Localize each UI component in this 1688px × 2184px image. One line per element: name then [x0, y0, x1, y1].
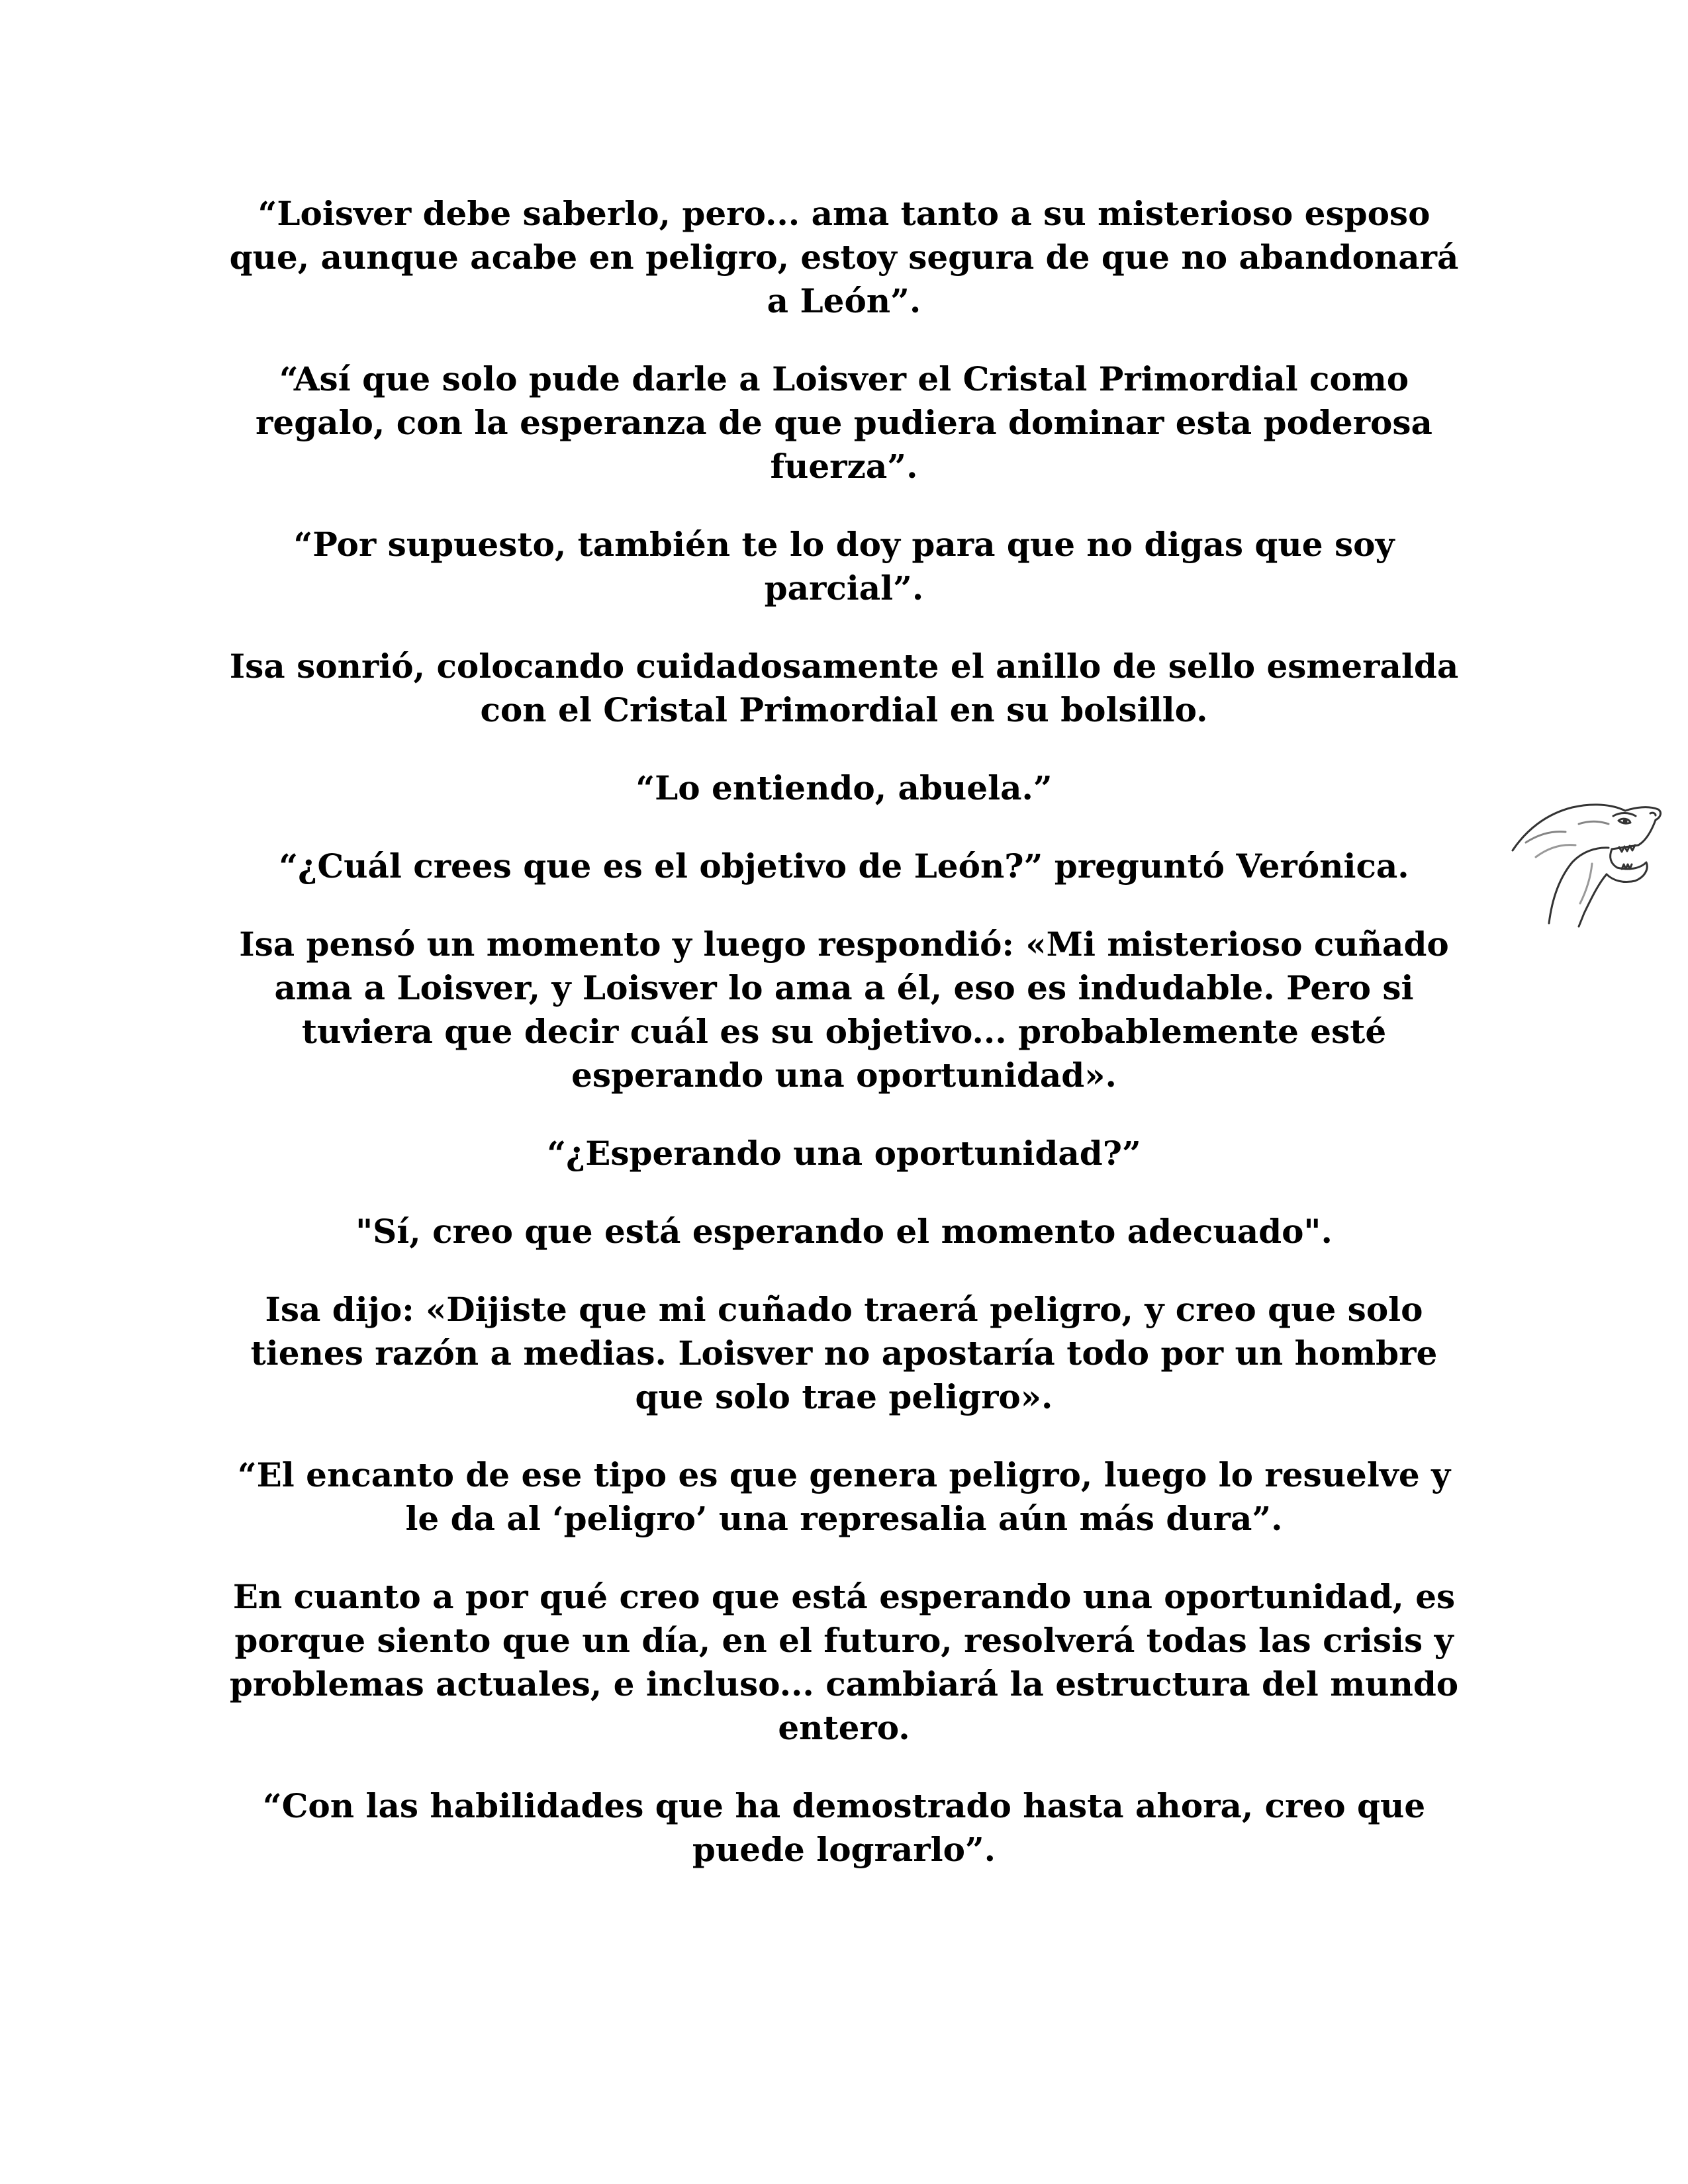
- paragraph: Isa pensó un momento y luego respondió: «Mi misterioso cuñado ama a Loisver, y Loisver lo ama a él, eso es indudable. Pero si tuviera que decir cuál es su objetivo... probablemente esté esperando una oportunidad».: [239, 925, 1449, 1095]
- paragraph: “Lo entiendo, abuela.”: [635, 768, 1053, 807]
- paragraph: “¿Cuál crees que es el objetivo de León?” preguntó Verónica.: [279, 846, 1409, 886]
- paragraph: "Sí, creo que está esperando el momento adecuado".: [355, 1212, 1333, 1251]
- paragraph: Isa dijo: «Dijiste que mi cuñado traerá peligro, y creo que solo tienes razón a medias. Loisver no apostaría todo por un hombre que solo trae peligro».: [250, 1290, 1438, 1416]
- story-text: [218, 192, 1470, 1906]
- paragraph: “Con las habilidades que ha demostrado hasta ahora, creo que puede lograrlo”.: [262, 1786, 1426, 1869]
- paragraph: “Por supuesto, también te lo doy para que no digas que soy parcial”.: [293, 525, 1395, 608]
- dinosaur-sketch-icon: [1499, 784, 1668, 933]
- paragraph: “Loisver debe saberlo, pero... ama tanto a su misterioso esposo que, aunque acabe en peligro, estoy segura de que no abandonará a León”.: [229, 194, 1459, 320]
- paragraph: En cuanto a por qué creo que está esperando una oportunidad, es porque siento que un día, en el futuro, resolverá todas las crisis y problemas actuales, e incluso... cambiará la estructura del mundo entero.: [229, 1577, 1459, 1747]
- paragraph: Isa sonrió, colocando cuidadosamente el anillo de sello esmeralda con el Cristal Primordial en su bolsillo.: [229, 647, 1459, 729]
- paragraph: “¿Esperando una oportunidad?”: [547, 1134, 1141, 1173]
- paragraph: “El encanto de ese tipo es que genera peligro, luego lo resuelve y le da al ‘peligro’ una represalia aún más dura”.: [237, 1455, 1451, 1538]
- paragraph: “Así que solo pude darle a Loisver el Cristal Primordial como regalo, con la esperanza de que pudiera dominar esta poderosa fuerza”.: [256, 359, 1432, 486]
